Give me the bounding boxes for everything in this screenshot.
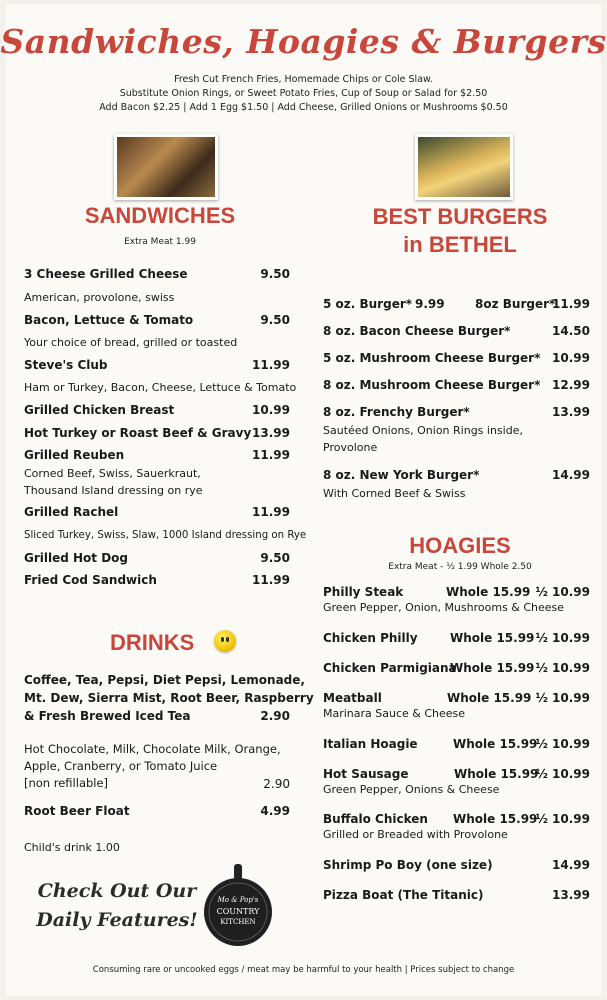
features-line-2: Daily Features! <box>36 909 198 931</box>
half-price: ½ 10.99 <box>535 737 590 751</box>
drink-price: 2.90 <box>263 777 290 791</box>
item-name: Buffalo Chicken <box>323 812 428 826</box>
footer-disclaimer: Consuming rare or uncooked eggs / meat may be harmful to your health | Prices subject to change <box>92 965 515 975</box>
item-price: 9.50 <box>260 313 290 327</box>
sandwich-photo <box>114 134 218 200</box>
intro-line-3: Add Bacon $2.25 | Add 1 Egg $1.50 | Add Cheese, Grilled Onions or Mushrooms $0.50 <box>99 102 508 113</box>
item-name: Pizza Boat (The Titanic) <box>323 888 484 902</box>
item-name: Grilled Reuben <box>24 448 125 462</box>
intro-line-1: Fresh Cut French Fries, Homemade Chips or Cole Slaw. <box>174 74 433 85</box>
logo-top-text: Mo & Pop's <box>217 896 259 904</box>
item-desc: Ham or Turkey, Bacon, Cheese, Lettuce & Tomato <box>24 381 297 394</box>
item-name: Grilled Chicken Breast <box>24 403 175 417</box>
item-price: 10.99 <box>252 403 290 417</box>
item-desc: Provolone <box>323 441 378 454</box>
item-price: 12.99 <box>552 378 590 392</box>
drinks-heading: DRINKS <box>110 630 195 655</box>
item-desc: Corned Beef, Swiss, Sauerkraut, <box>24 467 201 480</box>
burger-photo <box>415 134 513 200</box>
intro-text <box>0 73 607 115</box>
item-price: 11.99 <box>252 573 290 587</box>
item-name: 8 oz. Mushroom Cheese Burger* <box>323 378 541 392</box>
item-name: Hot Sausage <box>323 767 409 781</box>
whole-price: Whole 15.99 <box>454 767 539 781</box>
item-price: 13.99 <box>552 888 590 902</box>
burgers-heading-line-2: in BETHEL <box>403 232 517 257</box>
drink-price: 4.99 <box>260 804 290 818</box>
item-name: 8 oz. Bacon Cheese Burger* <box>323 324 511 338</box>
item-price: 11.99 <box>252 448 290 462</box>
drink-line: [non refillable] <box>24 776 109 790</box>
item-name: Grilled Rachel <box>24 505 119 519</box>
item-name: 5 oz. Burger* <box>323 297 413 311</box>
half-price: ½ 10.99 <box>535 691 590 705</box>
item-name: Chicken Parmigiana <box>323 661 457 675</box>
item-price: 14.99 <box>552 858 590 872</box>
item-name: Grilled Hot Dog <box>24 551 129 565</box>
child-drink: Child's drink 1.00 <box>24 841 120 854</box>
whole-price: Whole 15.99 <box>453 812 538 826</box>
whole-price: Whole 15.99 <box>447 691 532 705</box>
item-name: Philly Steak <box>323 585 404 599</box>
pan-handle <box>234 864 242 880</box>
smiley-icon <box>214 630 236 652</box>
item-name: 8oz Burger* <box>475 297 556 311</box>
item-name: Meatball <box>323 691 382 705</box>
item-name: 8 oz. Frenchy Burger* <box>323 405 470 419</box>
item-name: 3 Cheese Grilled Cheese <box>24 267 188 281</box>
item-price: 9.50 <box>260 551 290 565</box>
item-name: 8 oz. New York Burger* <box>323 468 480 482</box>
item-name: Bacon, Lettuce & Tomato <box>24 313 194 327</box>
item-price: 14.50 <box>552 324 590 338</box>
item-desc: Sautéed Onions, Onion Rings inside, <box>323 424 523 437</box>
drink-price: 2.90 <box>260 709 290 723</box>
item-desc: Your choice of bread, grilled or toasted <box>24 336 238 349</box>
hoagies-heading: HOAGIES <box>409 533 511 558</box>
item-name: Hot Turkey or Roast Beef & Gravy <box>24 426 252 440</box>
whole-price: Whole 15.99 <box>450 631 535 645</box>
drink-line: Root Beer Float <box>24 804 130 818</box>
half-price: ½ 10.99 <box>535 812 590 826</box>
intro-line-2: Substitute Onion Rings, or Sweet Potato Fries, Cup of Soup or Salad for $2.50 <box>119 88 488 99</box>
drink-line: Coffee, Tea, Pepsi, Diet Pepsi, Lemonade, <box>24 673 305 687</box>
logo-mid-text: COUNTRY <box>216 907 260 916</box>
item-price: 9.99 <box>415 297 445 311</box>
item-price: 11.99 <box>252 505 290 519</box>
item-desc: Grilled or Breaded with Provolone <box>323 828 508 841</box>
drink-line: Mt. Dew, Sierra Mist, Root Beer, Raspberry <box>24 691 314 705</box>
item-price: 13.99 <box>552 405 590 419</box>
half-price: ½ 10.99 <box>535 631 590 645</box>
drink-line: Apple, Cranberry, or Tomato Juice <box>24 759 218 773</box>
item-name: Fried Cod Sandwich <box>24 573 157 587</box>
country-kitchen-logo <box>200 862 276 952</box>
item-price: 10.99 <box>552 351 590 365</box>
half-price: ½ 10.99 <box>535 661 590 675</box>
logo-bottom-text: KITCHEN <box>220 918 256 926</box>
item-desc: Green Pepper, Onions & Cheese <box>323 783 500 796</box>
item-name: 5 oz. Mushroom Cheese Burger* <box>323 351 541 365</box>
item-price: 11.99 <box>552 297 590 311</box>
item-desc: American, provolone, swiss <box>24 291 175 304</box>
menu-title: Sandwiches, Hoagies & Burgers <box>0 22 607 61</box>
item-desc: Green Pepper, Onion, Mushrooms & Cheese <box>323 601 565 614</box>
item-name: Italian Hoagie <box>323 737 418 751</box>
hoagies-extra-meat: Extra Meat - ½ 1.99 Whole 2.50 <box>388 562 532 572</box>
item-name: Shrimp Po Boy (one size) <box>323 858 493 872</box>
half-price: ½ 10.99 <box>535 585 590 599</box>
features-line-1: Check Out Our <box>37 880 197 902</box>
sandwiches-heading: SANDWICHES <box>84 203 236 228</box>
item-price: 13.99 <box>252 426 290 440</box>
sandwiches-extra-meat: Extra Meat 1.99 <box>124 237 196 247</box>
item-price: 9.50 <box>260 267 290 281</box>
item-desc: With Corned Beef & Swiss <box>323 487 466 500</box>
whole-price: Whole 15.99 <box>450 661 535 675</box>
item-price: 11.99 <box>252 358 290 372</box>
drink-line: & Fresh Brewed Iced Tea <box>24 709 191 723</box>
whole-price: Whole 15.99 <box>446 585 531 599</box>
item-desc: Thousand Island dressing on rye <box>24 484 203 497</box>
item-name: Chicken Philly <box>323 631 418 645</box>
burgers-heading <box>340 203 580 259</box>
item-desc: Sliced Turkey, Swiss, Slaw, 1000 Island dressing on Rye <box>24 530 307 541</box>
half-price: ½ 10.99 <box>535 767 590 781</box>
daily-features-callout <box>32 877 202 935</box>
drink-line: Hot Chocolate, Milk, Chocolate Milk, Orange, <box>24 742 281 756</box>
item-price: 14.99 <box>552 468 590 482</box>
item-desc: Marinara Sauce & Cheese <box>323 707 466 720</box>
burgers-heading-line-1: BEST BURGERS <box>372 204 548 229</box>
item-name: Steve's Club <box>24 358 108 372</box>
whole-price: Whole 15.99 <box>453 737 538 751</box>
